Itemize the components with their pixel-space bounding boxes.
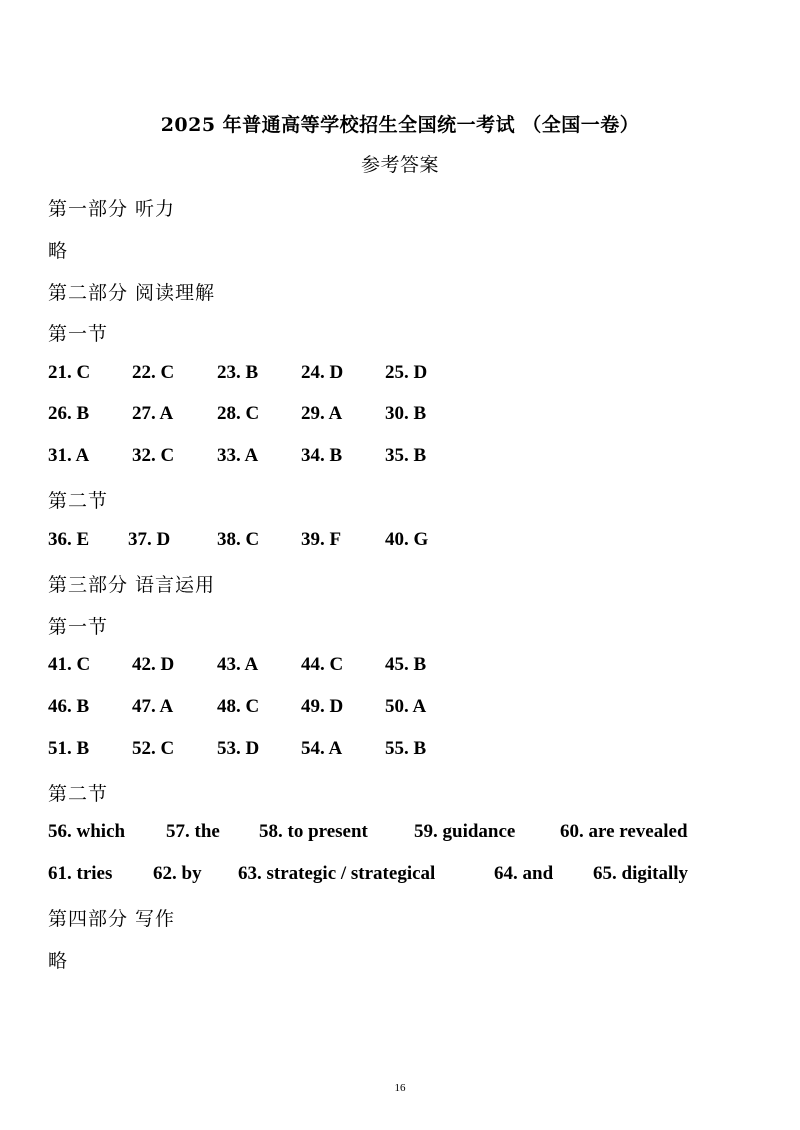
answer-item: 38. C [217,529,260,550]
answer-item: 44. C [301,654,344,675]
part2-section2-heading: 第二节 [48,490,109,512]
answer-row [48,362,768,390]
part3-section2-heading: 第二节 [48,783,109,805]
answer-item: 21. C [48,362,91,383]
answer-row [48,696,768,724]
answer-row [48,403,768,431]
part2-heading: 第二部分 阅读理解 [48,282,216,304]
answer-item: 39. F [301,529,342,550]
answer-item: 25. D [385,362,428,383]
answer-row [48,821,768,849]
answer-row [48,654,768,682]
answer-item: 47. A [132,696,174,717]
answer-item: 57. the [166,821,220,842]
answer-item: 58. to present [259,821,368,842]
answer-item: 42. D [132,654,175,675]
answer-item: 51. B [48,738,90,759]
part1-content: 略 [48,240,69,262]
answer-item: 33. A [217,445,259,466]
answer-item: 64. and [494,863,554,884]
answer-item: 63. strategic / strategical [238,863,436,884]
answer-item: 36. E [48,529,90,550]
answer-item: 30. B [385,403,427,424]
answer-row [48,863,768,891]
answer-item: 53. D [217,738,260,759]
answer-item: 41. C [48,654,91,675]
answer-item: 50. A [385,696,427,717]
answer-item: 35. B [385,445,427,466]
answer-item: 43. A [217,654,259,675]
answer-item: 23. B [217,362,259,383]
answer-item: 29. A [301,403,343,424]
answer-item: 32. C [132,445,175,466]
answer-item: 52. C [132,738,175,759]
answer-item: 60. are revealed [560,821,688,842]
answer-item: 46. B [48,696,90,717]
answer-key-subtitle: 参考答案 [360,154,439,176]
answer-row [48,738,768,766]
answer-item: 26. B [48,403,90,424]
answer-item: 61. tries [48,863,113,884]
answer-item: 34. B [301,445,343,466]
part4-content: 略 [48,950,69,972]
answer-item: 54. A [301,738,343,759]
answer-item: 31. A [48,445,90,466]
answer-item: 55. B [385,738,427,759]
answer-item: 59. guidance [414,821,516,842]
part4-heading: 第四部分 写作 [48,908,176,930]
answer-item: 28. C [217,403,260,424]
page-number: 16 [394,1082,406,1094]
answer-item: 49. D [301,696,344,717]
answer-item: 27. A [132,403,174,424]
answer-item: 62. by [153,863,202,884]
part3-section1-heading: 第一节 [48,616,109,638]
answer-row [48,445,768,473]
answer-row [48,529,768,557]
answer-item: 65. digitally [593,863,689,884]
part3-heading: 第三部分 语言运用 [48,574,216,596]
part1-heading: 第一部分 听力 [48,198,176,220]
part2-section1-heading: 第一节 [48,323,109,345]
answer-item: 56. which [48,821,126,842]
answer-item: 40. G [385,529,429,550]
answer-item: 24. D [301,362,344,383]
answer-item: 48. C [217,696,260,717]
answer-item: 22. C [132,362,175,383]
answer-item: 45. B [385,654,427,675]
exam-title: 2025 年普通高等学校招生全国统一考试 （全国一卷） [160,114,640,136]
answer-item: 37. D [128,529,171,550]
